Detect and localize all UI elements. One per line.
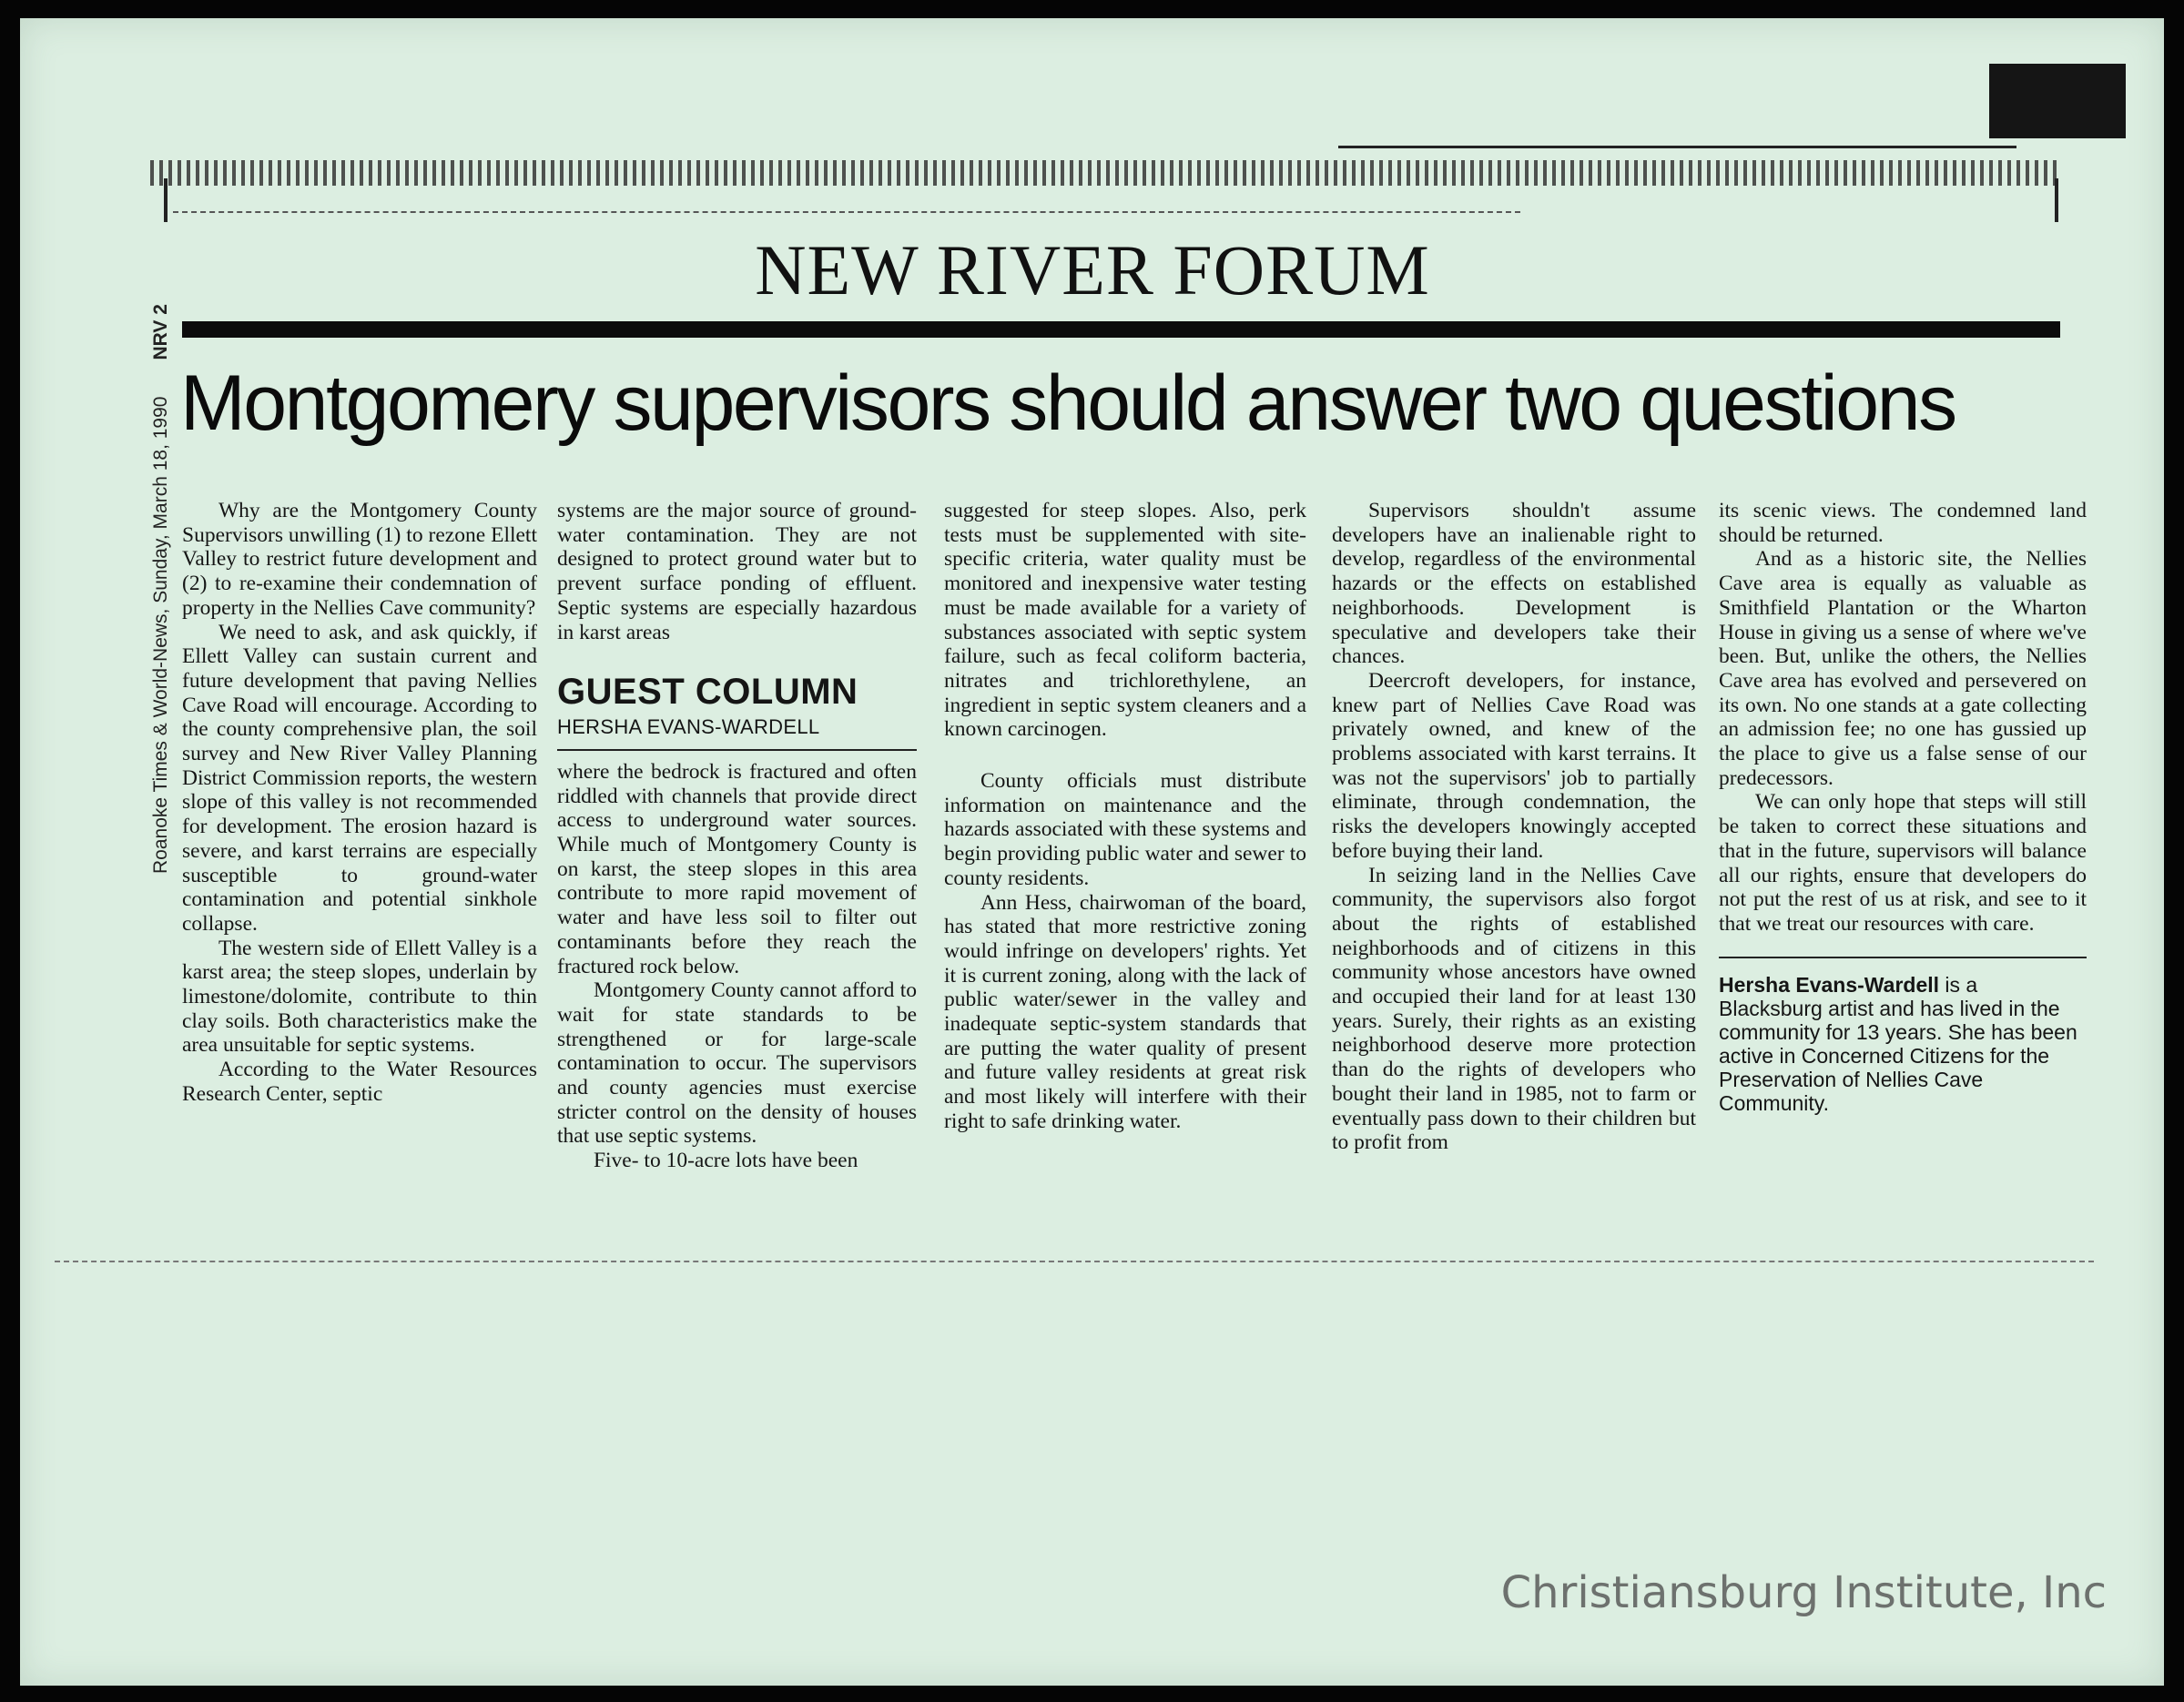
ornament-bracket-right: [2055, 178, 2058, 222]
section-title: NEW RIVER FORUM: [755, 230, 1430, 309]
guest-column-label: GUEST COLUMN: [557, 672, 858, 713]
headline: Montgomery supervisors should answer two questions: [180, 360, 1955, 447]
paragraph: We need to ask, and ask quickly, if Ellett Valley can sustain current and future development that paving Nellies Cave Road will encourage. According to the county comprehensive plan, the soil survey and New River Valley Planning District Commission reports, the western slope of this valley is not recommended for development. The erosion hazard is severe, and karst terrains are especially susceptible to ground-water contamination and potential sinkhole collapse.: [182, 620, 537, 936]
paragraph: systems are the major source of ground-water contamination. They are not designed to protect ground water but to prevent surface ponding of effluent. Septic systems are especially hazardous in karst areas: [557, 499, 917, 644]
paragraph: suggested for steep slopes. Also, perk tests must be supplemented with site-specific criteria, water quality must be monitored and inexpensive water testing must be made available for a variety of substances associated with septic system failure, such as fecal coliform bacteria, nitrates and trichlorethylene, an ingredient in septic system cleaners and a known carcinogen.: [944, 499, 1306, 742]
top-rule: [1338, 146, 2016, 148]
paragraph: where the bedrock is fractured and often riddled with channels that provide direct access to underground water sources. While much of Montgomery County is on karst, the steep slopes in this area contribute to more rapid movement of water and have less soil to filter out contaminants before they reach the fractured rock below.: [557, 759, 917, 978]
paragraph: Montgomery County cannot afford to wait for state standards to be strengthened or for large-scale contamination to occur. The supervisors and county agencies must exercise stricter control on the density of houses that use septic systems.: [557, 978, 917, 1149]
article-column-4: [1332, 499, 1696, 1155]
dateline-text: Roanoke Times & World-News, Sunday, March 18, 1990: [150, 396, 171, 874]
author-bio: [1719, 973, 2087, 1115]
bio-text: is a Blacksburg artist and has lived in the community for 13 years. She has been active in Concerned Citizens for the Preservation of Nellies Cave Community.: [1719, 972, 2077, 1115]
author-byline: HERSHA EVANS-WARDELL: [557, 715, 917, 751]
paragraph: County officials must distribute information on maintenance and the hazards associated with these systems and begin providing public water and sewer to county residents.: [944, 769, 1306, 890]
article-column-3: [944, 499, 1306, 1134]
paragraph: According to the Water Resources Research Center, septic: [182, 1058, 537, 1106]
page-number: NRV 2: [150, 304, 171, 360]
bio-rule: [1719, 957, 2087, 958]
paragraph: Deercroft developers, for instance, knew part of Nellies Cave Road was privately owned, and knew of the problems associated with karst terrains. It was not the supervisors' job to partially eliminate, through condemnation, the risks the developers knowingly accepted before buying their land.: [1332, 668, 1696, 863]
paragraph: And as a historic site, the Nellies Cave area is equally as valuable as Smithfield Plantation or the Wharton House in giving us a sense of where we've been. But, unlike the others, the Nellies Cave area has evolved and persevered on its own. No one stands at a gate collecting an admission fee; no one has gussied up the place to give us a false sense of our predecessors.: [1719, 547, 2087, 790]
clipping-bottom-edge: [55, 1261, 2094, 1262]
ornament-bracket-left: [164, 178, 168, 222]
paragraph: Ann Hess, chairwoman of the board, has stated that more restrictive zoning would infringe on developers' rights. Yet it is current zoning, along with the lack of public water/sewer in the valley and inadequate septic-system standards that are putting the water quality of present and future valley residents at great risk and most likely will interfere with their right to safe drinking water.: [944, 890, 1306, 1133]
side-dateline: [150, 304, 172, 874]
article-column-5: [1719, 499, 2087, 1115]
paragraph: In seizing land in the Nellies Cave community, the supervisors also forgot about the rights of established neighborhoods and of citizens in this community whose ancestors have owned and occupied their land for at least 130 years. Surely, their rights as an existing neighborhood deserve more protection than do the rights of developers who bought their land in 1985, not to farm or eventually pass down to their children but to profit from: [1332, 863, 1696, 1155]
article-column-1: [182, 499, 537, 1107]
article-column-2: [557, 499, 917, 1173]
bio-name: Hersha Evans-Wardell: [1719, 972, 1940, 997]
paragraph: We can only hope that steps will still be taken to correct these situations and that in the future, supervisors will balance all our rights, ensure that developers do not put the rest of us at risk, and see to it that we treat our resources with care.: [1719, 790, 2087, 936]
header-ornament: [150, 160, 2062, 186]
paragraph: Supervisors shouldn't assume developers have an inalienable right to develop, regardless of the environmental hazards or the effects on established neighborhoods. Development is speculative and developers take their chances.: [1332, 499, 1696, 669]
paragraph: The western side of Ellett Valley is a karst area; the steep slopes, underlain by limestone/dolomite, contribute to thin clay soils. Both characteristics make the area unsuitable for septic systems.: [182, 936, 537, 1058]
column-gap: [944, 742, 1306, 769]
section-rule: [182, 321, 2060, 338]
ornament-dash-line: [173, 211, 1520, 213]
paragraph: Five- to 10-acre lots have been: [593, 1149, 858, 1173]
paragraph: Why are the Montgomery County Supervisors unwilling (1) to rezone Ellett Valley to restrict future development and (2) to re-examine their condemnation of property in the Nellies Cave community?: [182, 499, 537, 620]
guest-column-box: [557, 664, 917, 751]
watermark: Christiansburg Institute, Inc: [1500, 1567, 2107, 1618]
page-corner-tab: [1989, 64, 2126, 138]
paragraph: its scenic views. The condemned land should be returned.: [1719, 499, 2087, 547]
